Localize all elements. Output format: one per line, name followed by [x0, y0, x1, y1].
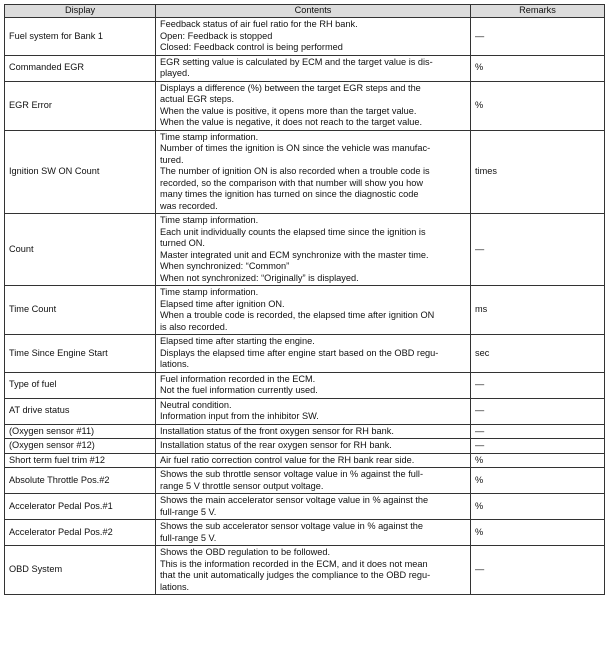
display-cell: AT drive status [5, 398, 156, 424]
contents-line: recorded, so the comparison with that number will show you how [160, 177, 423, 188]
table-row [5, 494, 605, 520]
contents-cell [156, 546, 471, 595]
remarks-cell: % [471, 494, 605, 520]
contents-line: Shows the OBD regulation to be followed. [160, 547, 331, 557]
contents-cell [156, 214, 471, 286]
contents-cell [156, 130, 471, 214]
contents-line: range 5 V throttle sensor output voltage. [160, 480, 324, 491]
table-row [5, 468, 605, 494]
contents-line: full-range 5 V. [160, 506, 217, 517]
table-body [5, 18, 605, 595]
remarks-cell: — [471, 424, 605, 439]
display-cell: Time Count [5, 286, 156, 335]
contents-line: Air fuel ratio correction control value for the RH bank rear side. [160, 454, 415, 465]
contents-line: EGR setting value is calculated by ECM and the target value is dis- [160, 56, 433, 67]
contents-line: lations. [160, 359, 190, 369]
contents-line: Information input from the inhibitor SW. [160, 411, 319, 421]
display-cell: Short term fuel trim #12 [5, 453, 156, 468]
display-cell: Commanded EGR [5, 55, 156, 81]
contents-line: Feedback status of air fuel ratio for the RH bank. [160, 19, 358, 29]
contents-cell [156, 398, 471, 424]
contents-cell [156, 494, 471, 520]
remarks-cell: % [471, 520, 605, 546]
contents-cell [156, 520, 471, 546]
contents-cell [156, 453, 471, 468]
remarks-cell: — [471, 214, 605, 286]
contents-line: This is the information recorded in the ECM, and it does not mean [160, 558, 428, 569]
display-cell: EGR Error [5, 81, 156, 130]
table-row [5, 424, 605, 439]
contents-line: Neutral condition. [160, 399, 232, 410]
display-cell: Accelerator Pedal Pos.#1 [5, 494, 156, 520]
table-header-row [5, 5, 605, 18]
contents-line: The number of ignition ON is also recorded when a trouble code is [160, 166, 430, 176]
contents-line: tured. [160, 154, 184, 165]
contents-line: Shows the main accelerator sensor voltage value in % against the [160, 495, 429, 505]
contents-line: Installation status of the front oxygen sensor for RH bank. [160, 425, 394, 436]
display-cell: Time Since Engine Start [5, 335, 156, 373]
remarks-cell: % [471, 55, 605, 81]
remarks-cell: ms [471, 286, 605, 335]
contents-line: actual EGR steps. [160, 94, 235, 104]
contents-cell [156, 468, 471, 494]
parameter-table [4, 4, 605, 595]
display-cell: Accelerator Pedal Pos.#2 [5, 520, 156, 546]
contents-line: Displays the elapsed time after engine start based on the OBD regu- [160, 347, 439, 358]
contents-line: lations. [160, 581, 190, 592]
contents-line: Shows the sub accelerator sensor voltage value in % against the [160, 521, 424, 531]
contents-cell [156, 55, 471, 81]
remarks-cell: — [471, 546, 605, 595]
header-contents: Contents [156, 5, 471, 18]
contents-line: that the unit automatically judges the compliance to the OBD regu- [160, 570, 431, 580]
contents-line: Closed: Feedback control is being performed [160, 42, 343, 52]
header-remarks: Remarks [471, 5, 605, 18]
contents-line: many times the ignition has turned on since the diagnostic code [160, 189, 419, 199]
table-row [5, 335, 605, 373]
table-row [5, 453, 605, 468]
contents-line: Each unit individually counts the elapsed time since the ignition is [160, 226, 426, 237]
contents-line: was recorded. [160, 200, 218, 211]
remarks-cell: sec [471, 335, 605, 373]
contents-line: Time stamp information. [160, 287, 259, 297]
contents-line: Elapsed time after ignition ON. [160, 298, 285, 309]
remarks-cell: times [471, 130, 605, 214]
display-cell: Type of fuel [5, 372, 156, 398]
contents-line: played. [160, 68, 190, 78]
remarks-cell: % [471, 453, 605, 468]
remarks-cell: — [471, 372, 605, 398]
contents-cell [156, 424, 471, 439]
contents-line: full-range 5 V. [160, 532, 217, 543]
contents-line: Not the fuel information currently used. [160, 385, 318, 395]
header-display: Display [5, 5, 156, 18]
table-row [5, 130, 605, 214]
contents-cell [156, 81, 471, 130]
table-row [5, 546, 605, 595]
display-cell: (Oxygen sensor #11) [5, 424, 156, 439]
contents-line: When a trouble code is recorded, the elapsed time after ignition ON [160, 310, 435, 320]
contents-cell [156, 286, 471, 335]
display-cell: Absolute Throttle Pos.#2 [5, 468, 156, 494]
contents-line: Fuel information recorded in the ECM. [160, 373, 316, 384]
contents-cell [156, 372, 471, 398]
contents-line: Installation status of the rear oxygen sensor for RH bank. [160, 440, 392, 450]
table-row [5, 286, 605, 335]
contents-line: When the value is negative, it does not reach to the target value. [160, 117, 423, 127]
remarks-cell: — [471, 439, 605, 454]
contents-line: Number of times the ignition is ON since the vehicle was manufac- [160, 143, 431, 153]
table-row [5, 372, 605, 398]
remarks-cell: % [471, 468, 605, 494]
contents-line: When synchronized: “Common” [160, 261, 290, 271]
display-cell: OBD System [5, 546, 156, 595]
table-row [5, 55, 605, 81]
display-cell: Fuel system for Bank 1 [5, 18, 156, 56]
display-cell: (Oxygen sensor #12) [5, 439, 156, 454]
contents-line: Time stamp information. [160, 215, 259, 225]
contents-cell [156, 335, 471, 373]
contents-line: Master integrated unit and ECM synchronize with the master time. [160, 249, 429, 260]
remarks-cell: — [471, 398, 605, 424]
contents-line: When the value is positive, it opens more than the target value. [160, 105, 417, 116]
table-row [5, 18, 605, 56]
contents-line: When not synchronized: “Originally” is displayed. [160, 272, 359, 283]
remarks-cell: — [471, 18, 605, 56]
contents-line: Shows the sub throttle sensor voltage value in % against the full- [160, 469, 424, 479]
table-row [5, 439, 605, 454]
contents-line: is also recorded. [160, 321, 228, 332]
table-row [5, 81, 605, 130]
contents-cell [156, 18, 471, 56]
contents-line: turned ON. [160, 238, 205, 248]
remarks-cell: % [471, 81, 605, 130]
contents-line: Time stamp information. [160, 131, 259, 142]
contents-cell [156, 439, 471, 454]
table-row [5, 520, 605, 546]
contents-line: Open: Feedback is stopped [160, 30, 273, 41]
table-row [5, 214, 605, 286]
contents-line: Elapsed time after starting the engine. [160, 336, 315, 346]
display-cell: Count [5, 214, 156, 286]
contents-line: Displays a difference (%) between the target EGR steps and the [160, 82, 421, 93]
display-cell: Ignition SW ON Count [5, 130, 156, 214]
table-row [5, 398, 605, 424]
